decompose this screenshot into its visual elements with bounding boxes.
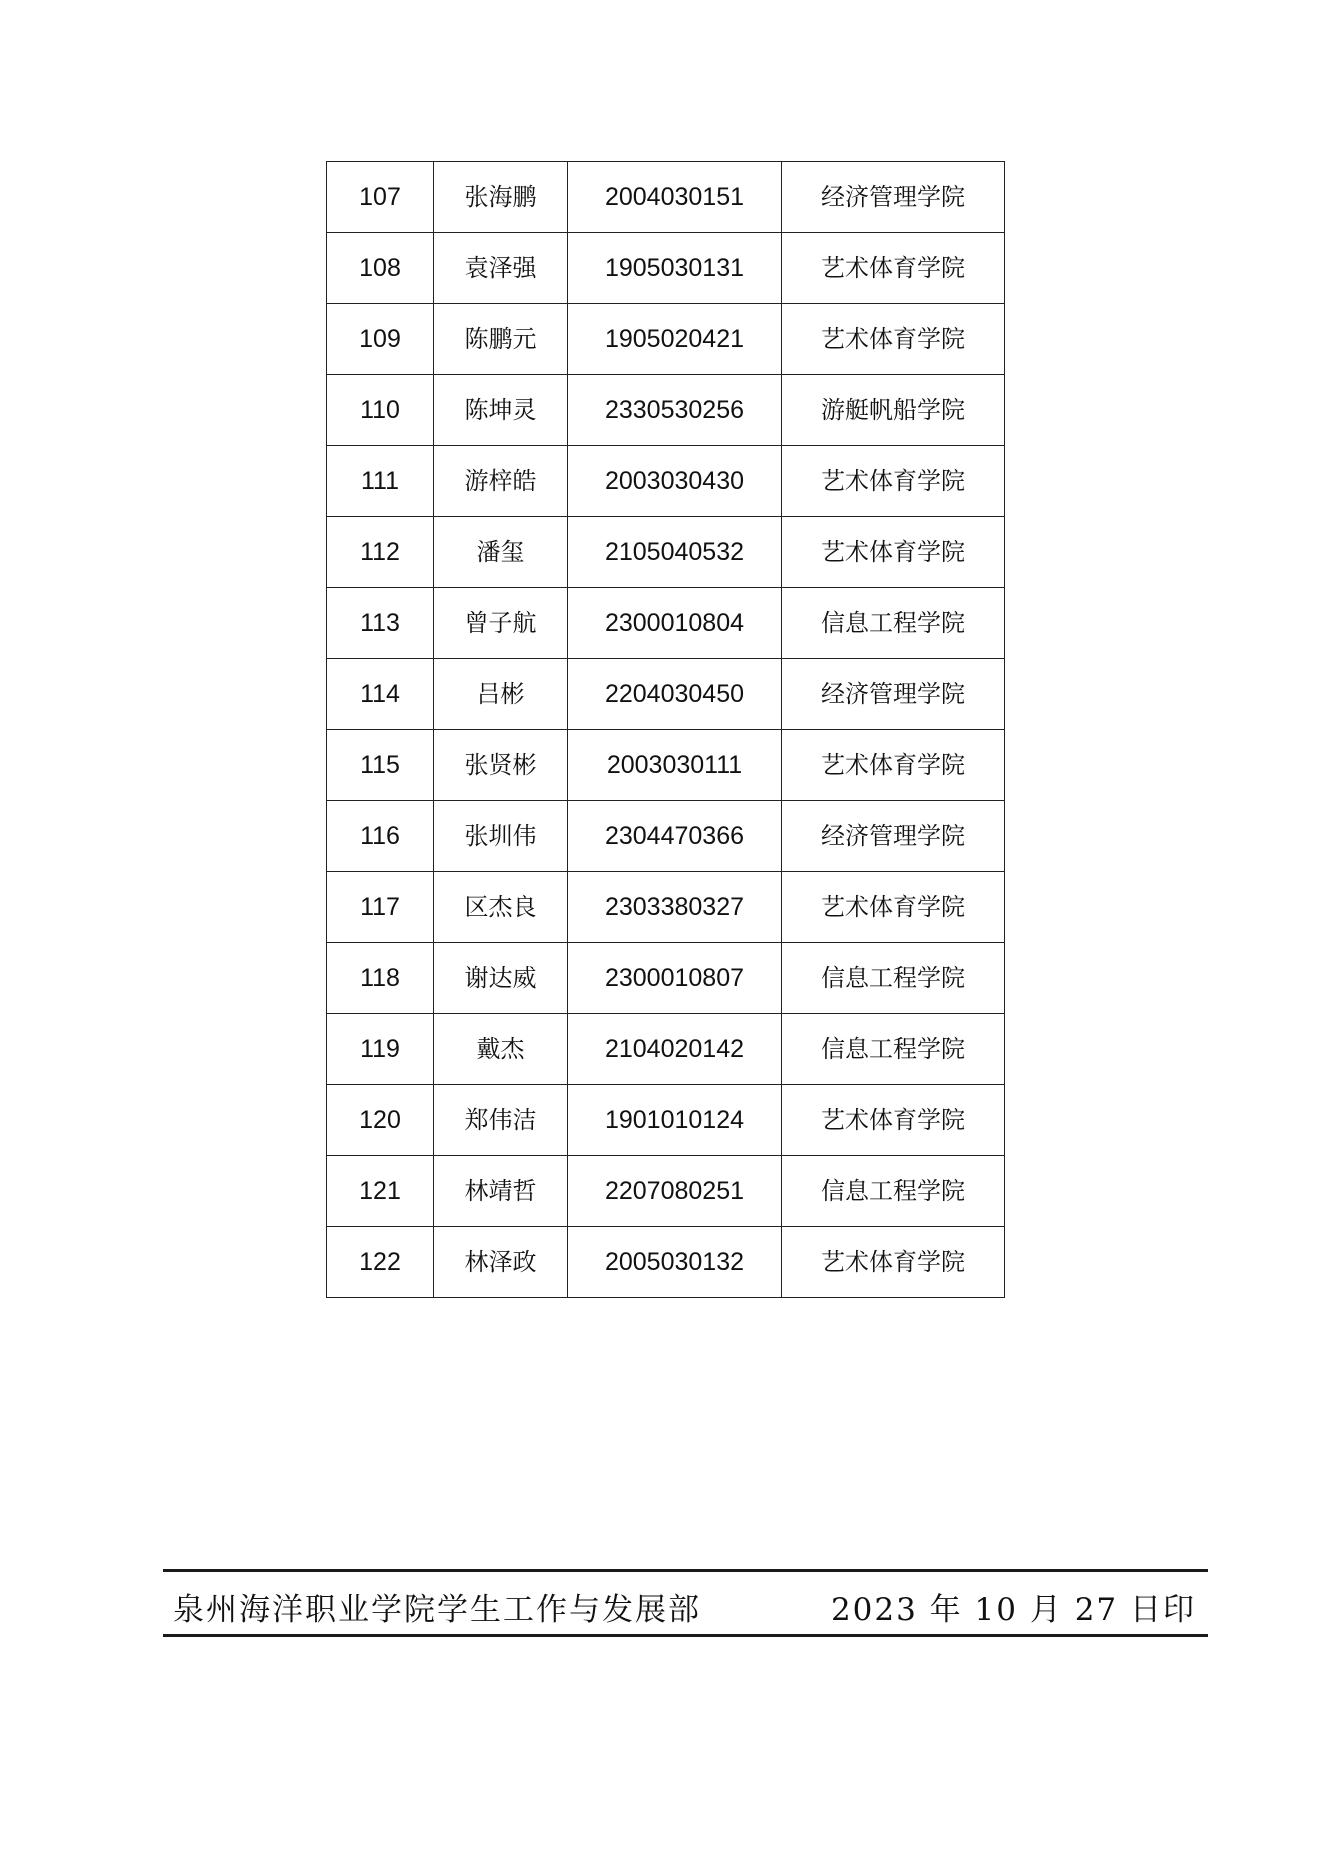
college-cell: 经济管理学院 (782, 162, 1005, 233)
student-name-cell: 区杰良 (434, 872, 568, 943)
table-row (327, 162, 1005, 233)
student-name-cell: 袁泽强 (434, 233, 568, 304)
table-row (327, 801, 1005, 872)
student-name-cell: 谢达威 (434, 943, 568, 1014)
document-footer (163, 1569, 1208, 1637)
row-number-cell: 116 (327, 801, 434, 872)
table-row (327, 588, 1005, 659)
student-roster-table (326, 161, 1005, 1298)
college-cell: 信息工程学院 (782, 1156, 1005, 1227)
student-name-cell: 林泽政 (434, 1227, 568, 1298)
student-id-cell: 1905020421 (568, 304, 782, 375)
table-row (327, 446, 1005, 517)
college-cell: 艺术体育学院 (782, 730, 1005, 801)
print-date: 2023 年 10 月 27 日印 (830, 1592, 1196, 1628)
college-cell: 经济管理学院 (782, 801, 1005, 872)
student-id-cell: 1905030131 (568, 233, 782, 304)
student-id-cell: 2005030132 (568, 1227, 782, 1298)
student-name-cell: 曾子航 (434, 588, 568, 659)
college-cell: 艺术体育学院 (782, 1227, 1005, 1298)
student-id-cell: 2207080251 (568, 1156, 782, 1227)
student-name-cell: 游梓皓 (434, 446, 568, 517)
college-cell: 艺术体育学院 (782, 1085, 1005, 1156)
table-row (327, 1156, 1005, 1227)
student-name-cell: 潘玺 (434, 517, 568, 588)
student-name-cell: 吕彬 (434, 659, 568, 730)
college-cell: 信息工程学院 (782, 1014, 1005, 1085)
table-row (327, 233, 1005, 304)
issuer-name: 泉州海洋职业学院学生工作与发展部 (173, 1592, 701, 1628)
student-id-cell: 2204030450 (568, 659, 782, 730)
table-row (327, 517, 1005, 588)
student-name-cell: 郑伟洁 (434, 1085, 568, 1156)
table-row (327, 943, 1005, 1014)
student-id-cell: 2304470366 (568, 801, 782, 872)
table-row (327, 872, 1005, 943)
row-number-cell: 122 (327, 1227, 434, 1298)
row-number-cell: 117 (327, 872, 434, 943)
row-number-cell: 119 (327, 1014, 434, 1085)
student-name-cell: 戴杰 (434, 1014, 568, 1085)
roster-table-body (327, 162, 1005, 1298)
table-row (327, 659, 1005, 730)
student-id-cell: 2004030151 (568, 162, 782, 233)
college-cell: 经济管理学院 (782, 659, 1005, 730)
college-cell: 艺术体育学院 (782, 304, 1005, 375)
student-id-cell: 2104020142 (568, 1014, 782, 1085)
table-row (327, 730, 1005, 801)
student-name-cell: 陈坤灵 (434, 375, 568, 446)
row-number-cell: 118 (327, 943, 434, 1014)
row-number-cell: 114 (327, 659, 434, 730)
student-id-cell: 2003030111 (568, 730, 782, 801)
table-row (327, 304, 1005, 375)
student-id-cell: 2300010807 (568, 943, 782, 1014)
table-row (327, 1085, 1005, 1156)
row-number-cell: 113 (327, 588, 434, 659)
row-number-cell: 111 (327, 446, 434, 517)
row-number-cell: 107 (327, 162, 434, 233)
row-number-cell: 108 (327, 233, 434, 304)
college-cell: 艺术体育学院 (782, 233, 1005, 304)
table-row (327, 1014, 1005, 1085)
row-number-cell: 110 (327, 375, 434, 446)
college-cell: 游艇帆船学院 (782, 375, 1005, 446)
college-cell: 艺术体育学院 (782, 872, 1005, 943)
student-name-cell: 林靖哲 (434, 1156, 568, 1227)
student-id-cell: 2330530256 (568, 375, 782, 446)
student-id-cell: 2303380327 (568, 872, 782, 943)
row-number-cell: 115 (327, 730, 434, 801)
college-cell: 信息工程学院 (782, 588, 1005, 659)
table-row (327, 375, 1005, 446)
student-id-cell: 2003030430 (568, 446, 782, 517)
student-name-cell: 张海鹏 (434, 162, 568, 233)
student-name-cell: 张贤彬 (434, 730, 568, 801)
college-cell: 信息工程学院 (782, 943, 1005, 1014)
student-id-cell: 2300010804 (568, 588, 782, 659)
student-id-cell: 1901010124 (568, 1085, 782, 1156)
student-name-cell: 张圳伟 (434, 801, 568, 872)
row-number-cell: 120 (327, 1085, 434, 1156)
row-number-cell: 121 (327, 1156, 434, 1227)
college-cell: 艺术体育学院 (782, 517, 1005, 588)
table-row (327, 1227, 1005, 1298)
student-id-cell: 2105040532 (568, 517, 782, 588)
college-cell: 艺术体育学院 (782, 446, 1005, 517)
student-name-cell: 陈鹏元 (434, 304, 568, 375)
row-number-cell: 112 (327, 517, 434, 588)
row-number-cell: 109 (327, 304, 434, 375)
